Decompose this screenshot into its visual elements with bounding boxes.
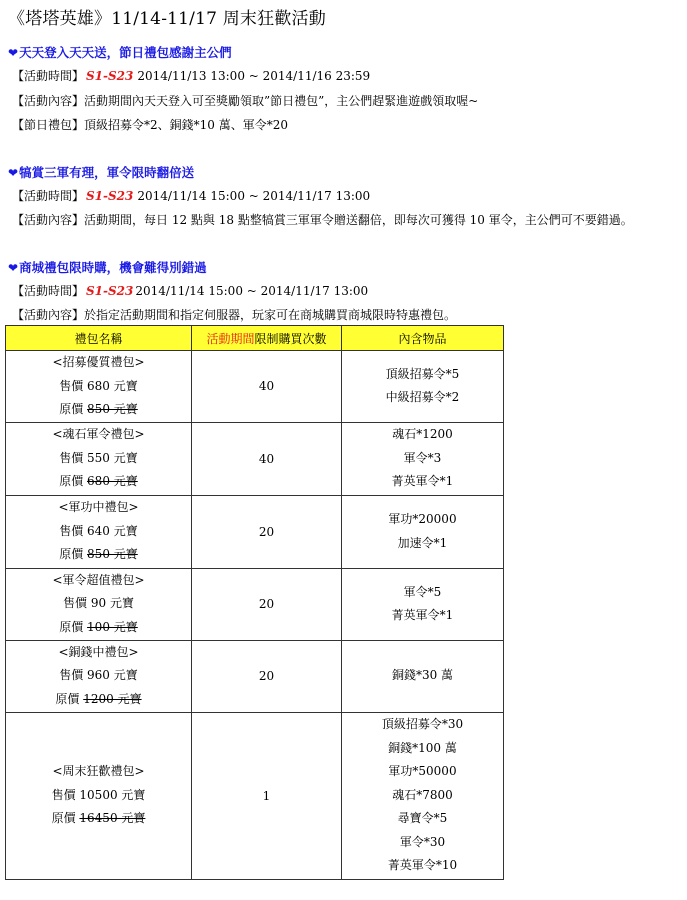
- section-heading-daily-login: [8, 43, 232, 61]
- original-price-value: 16450 元寶: [79, 811, 146, 826]
- event-time-line: [12, 67, 370, 84]
- line-text: 活動期間，每日 12 點與 18 點整犒賞三軍軍令贈送翻倍，即每次可獲得 10 軍令，主公們可不要錯過。: [84, 213, 633, 227]
- pack-contents: [342, 351, 504, 423]
- line-label: 【活動時間】: [12, 284, 85, 298]
- event-content-line: [12, 306, 456, 323]
- line-label: 【活動時間】: [12, 69, 85, 83]
- pack-original-price: [6, 616, 191, 640]
- table-row: [6, 495, 504, 568]
- section-heading-text: 犒賞三軍有理，軍令限時翻倍送: [19, 165, 195, 180]
- event-time-line: [12, 282, 368, 299]
- section-heading-army-reward: [8, 163, 194, 181]
- content-item: 頂級招募令*30: [381, 717, 464, 732]
- original-price-prefix: 原價: [59, 547, 88, 562]
- pack-contents: [342, 422, 504, 495]
- pack-price: 售價 90 元寶: [63, 596, 134, 611]
- content-item: 軍功*50000: [388, 764, 457, 779]
- gift-pack-table: [5, 325, 504, 880]
- original-price-value: 850 元寶: [87, 547, 138, 562]
- original-price-prefix: 原價: [59, 619, 88, 634]
- header-limit-red: 活動期間: [206, 331, 255, 346]
- content-item: 銅錢*100 萬: [388, 740, 457, 755]
- table-row: [6, 351, 504, 423]
- pack-price: 售價 640 元寶: [59, 523, 138, 538]
- line-label: 【活動時間】: [12, 189, 85, 203]
- heart-icon: ❤: [8, 261, 19, 275]
- line-text: 活動期間內天天登入可至獎勵領取”節日禮包”，主公們趕緊進遊戲領取喔~: [84, 94, 479, 108]
- original-price-value: 100 元寶: [87, 619, 138, 634]
- line-label: 【活動內容】: [12, 94, 85, 108]
- section-heading-text: 天天登入天天送，節日禮包感謝主公們: [19, 45, 232, 60]
- content-item: 尋寶令*5: [397, 811, 448, 826]
- pack-contents: [342, 568, 504, 640]
- content-item: 頂級招募令*5: [385, 366, 460, 381]
- original-price-prefix: 原價: [55, 691, 84, 706]
- content-item: 魂石*7800: [392, 787, 453, 802]
- content-item: 菁英軍令*1: [391, 474, 454, 489]
- pack-original-price: [6, 470, 191, 494]
- page-title: 《塔塔英雄》11/14-11/17 周末狂歡活動: [8, 9, 326, 29]
- content-item: 軍令*5: [403, 584, 442, 599]
- original-price-prefix: 原價: [59, 474, 88, 489]
- original-price-prefix: 原價: [59, 402, 88, 416]
- pack-name-cell: [6, 351, 192, 423]
- pack-name-cell: [6, 640, 192, 712]
- header-limit-rest: 限制購買次數: [254, 331, 327, 346]
- pack-price: 售價 10500 元寶: [51, 787, 146, 802]
- pack-name: <軍令超值禮包>: [52, 572, 145, 587]
- content-item: 軍令*3: [403, 450, 442, 465]
- line-label: 【活動內容】: [12, 308, 85, 322]
- table-row: [6, 640, 504, 712]
- purchase-limit: 20: [192, 568, 342, 640]
- header-purchase-limit: [192, 326, 342, 351]
- original-price-prefix: 原價: [51, 811, 80, 826]
- header-contents: 內含物品: [342, 326, 504, 351]
- pack-price: 售價 960 元寶: [59, 668, 138, 683]
- content-item: 銅錢*30 萬: [391, 668, 454, 683]
- event-time-line: [12, 187, 370, 204]
- table-row: [6, 568, 504, 640]
- original-price-value: 680 元寶: [87, 474, 138, 489]
- pack-name: <軍功中禮包>: [58, 500, 139, 515]
- server-range: S1-S23: [86, 284, 134, 298]
- pack-name: <周末狂歡禮包>: [52, 764, 145, 779]
- holiday-pack-line: [12, 116, 288, 133]
- content-item: 中級招募令*2: [385, 390, 460, 405]
- section-heading-text: 商城禮包限時購，機會難得別錯過: [19, 260, 207, 275]
- server-range: S1-S23: [86, 189, 134, 203]
- heart-icon: ❤: [8, 46, 19, 60]
- purchase-limit: 40: [192, 422, 342, 495]
- purchase-limit: 1: [192, 712, 342, 879]
- content-item: 軍令*30: [399, 834, 446, 849]
- heart-icon: ❤: [8, 166, 19, 180]
- purchase-limit: 20: [192, 495, 342, 568]
- line-label: 【活動內容】: [12, 213, 85, 227]
- purchase-limit: 20: [192, 640, 342, 712]
- pack-original-price: [6, 807, 191, 831]
- pack-name: <魂石軍令禮包>: [52, 427, 145, 442]
- original-price-value: 1200 元寶: [83, 691, 142, 706]
- pack-name-cell: [6, 712, 192, 879]
- pack-name-cell: [6, 422, 192, 495]
- content-item: 加速令*1: [397, 535, 448, 550]
- content-item: 魂石*1200: [392, 427, 453, 442]
- line-text: 2014/11/13 13:00 ~ 2014/11/16 23:59: [137, 69, 371, 83]
- pack-contents: [342, 640, 504, 712]
- table-header-row: [6, 326, 504, 351]
- pack-price: 售價 680 元寶: [59, 378, 138, 393]
- pack-original-price: [6, 688, 191, 712]
- pack-name-cell: [6, 568, 192, 640]
- purchase-limit: 40: [192, 351, 342, 423]
- pack-original-price: [6, 398, 191, 422]
- line-text: 2014/11/14 15:00 ~ 2014/11/17 13:00: [137, 189, 371, 203]
- header-pack-name: 禮包名稱: [6, 326, 192, 351]
- table-row: [6, 422, 504, 495]
- pack-price: 售價 550 元寶: [59, 450, 138, 465]
- pack-name: <銅錢中禮包>: [58, 644, 139, 659]
- pack-contents: [342, 712, 504, 879]
- content-item: 菁英軍令*1: [391, 608, 454, 622]
- section-heading-mall-packs: [8, 258, 207, 276]
- line-text: 頂級招募令*2、銅錢*10 萬、軍令*20: [84, 118, 289, 132]
- content-item: 菁英軍令*10: [387, 858, 458, 873]
- event-content-line: [12, 92, 478, 109]
- original-price-value: 850 元寶: [87, 402, 138, 416]
- event-content-line: [12, 211, 633, 228]
- pack-original-price: [6, 543, 191, 567]
- line-text: 於指定活動期間和指定伺服器，玩家可在商城購買商城限時特惠禮包。: [84, 308, 457, 322]
- line-text: 2014/11/14 15:00 ~ 2014/11/17 13:00: [135, 284, 369, 298]
- line-label: 【節日禮包】: [12, 118, 85, 132]
- content-item: 軍功*20000: [388, 512, 457, 526]
- pack-name-cell: [6, 495, 192, 568]
- pack-contents: [342, 495, 504, 568]
- server-range: S1-S23: [86, 69, 134, 83]
- pack-name: <招募優質禮包>: [52, 355, 145, 369]
- table-row: [6, 712, 504, 879]
